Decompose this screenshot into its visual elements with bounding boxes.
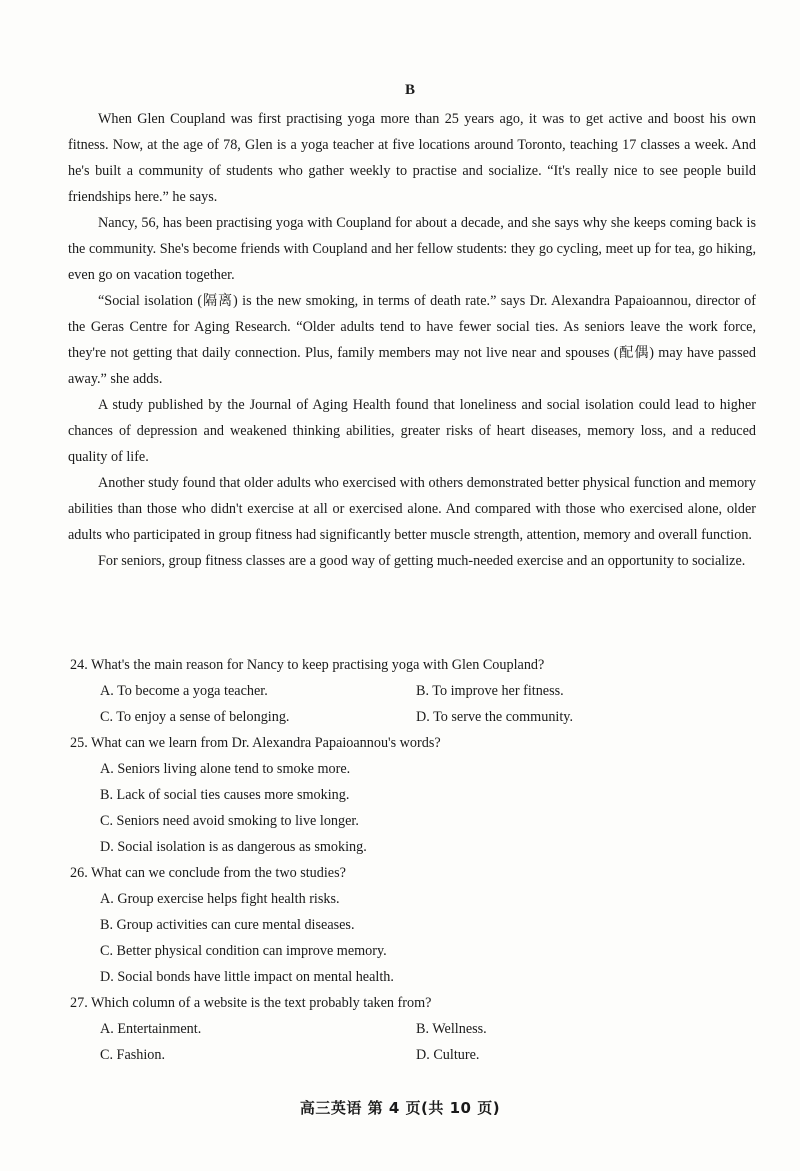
question-stem: 26. What can we conclude from the two studies? — [70, 865, 346, 881]
option-a: A. To become a yoga teacher. — [100, 683, 268, 699]
option-a: A. Entertainment. — [100, 1021, 202, 1037]
option-a: A. Group exercise helps fight health risks. — [100, 891, 340, 907]
option-c: C. Seniors need avoid smoking to live longer. — [100, 813, 359, 829]
option-c: C. Fashion. — [100, 1047, 166, 1063]
passage-paragraph: Another study found that older adults who exercised with others demonstrated better physical function and memory abilities than those who didn't exercise at all or exercised alone. And compared with those who exercised alone, older adults who participated in group fitness had significantly better muscle strength, attention, memory and overall function. — [68, 475, 756, 543]
question-stem: 25. What can we learn from Dr. Alexandra Papaioannou's words? — [70, 735, 441, 751]
question-27 — [70, 990, 760, 1068]
option-b: B. To improve her fitness. — [416, 683, 564, 699]
option-b: B. Wellness. — [416, 1021, 487, 1037]
option-b: B. Group activities can cure mental diseases. — [100, 917, 355, 933]
question-26 — [70, 860, 760, 990]
passage-paragraph: “Social isolation (隔离) is the new smoking, in terms of death rate.” says Dr. Alexandra Papaioannou, director of the Geras Centre for Aging Research. “Older adults tend to have fewer social ties. As seniors leave the work force, they're not getting that daily connection. Plus, family members may not live near and spouses (配偶) may have passed away.” she adds. — [68, 293, 756, 387]
question-25 — [70, 730, 760, 860]
question-24 — [70, 652, 760, 730]
option-a: A. Seniors living alone tend to smoke more. — [100, 761, 351, 777]
question-list — [70, 652, 760, 1068]
passage-paragraph: For seniors, group fitness classes are a good way of getting much-needed exercise and an opportunity to socialize. — [98, 553, 746, 569]
passage-paragraph: Nancy, 56, has been practising yoga with Coupland for about a decade, and she says why she keeps coming back is the community. She's become friends with Coupland and her fellow students: they go cycling, meet up for tea, go hiking, even go on vacation together. — [68, 215, 756, 283]
page-footer: 高三英语 第 4 页(共 10 页) — [299, 1099, 501, 1117]
option-b: B. Lack of social ties causes more smoking. — [100, 787, 350, 803]
option-c: C. Better physical condition can improve memory. — [100, 943, 387, 959]
section-heading: B — [404, 82, 415, 98]
reading-passage — [68, 106, 756, 574]
passage-paragraph: A study published by the Journal of Aging Health found that loneliness and social isolation could lead to higher chances of depression and weakened thinking abilities, greater risks of heart diseases, memory loss, and a reduced quality of life. — [68, 397, 756, 465]
option-d: D. Culture. — [416, 1047, 480, 1063]
passage-paragraph: When Glen Coupland was first practising yoga more than 25 years ago, it was to get active and boost his own fitness. Now, at the age of 78, Glen is a yoga teacher at five locations around Toronto, teaching 17 classes a week. And he's built a community of students who gather weekly to practise and socialize. “It's really nice to see people build friendships here.” he says. — [68, 111, 756, 205]
option-c: C. To enjoy a sense of belonging. — [100, 709, 290, 725]
question-stem: 27. Which column of a website is the text probably taken from? — [70, 995, 432, 1011]
option-d: D. Social isolation is as dangerous as smoking. — [100, 839, 367, 855]
option-d: D. Social bonds have little impact on mental health. — [100, 969, 394, 985]
option-d: D. To serve the community. — [416, 709, 574, 725]
question-stem: 24. What's the main reason for Nancy to keep practising yoga with Glen Coupland? — [70, 657, 545, 673]
